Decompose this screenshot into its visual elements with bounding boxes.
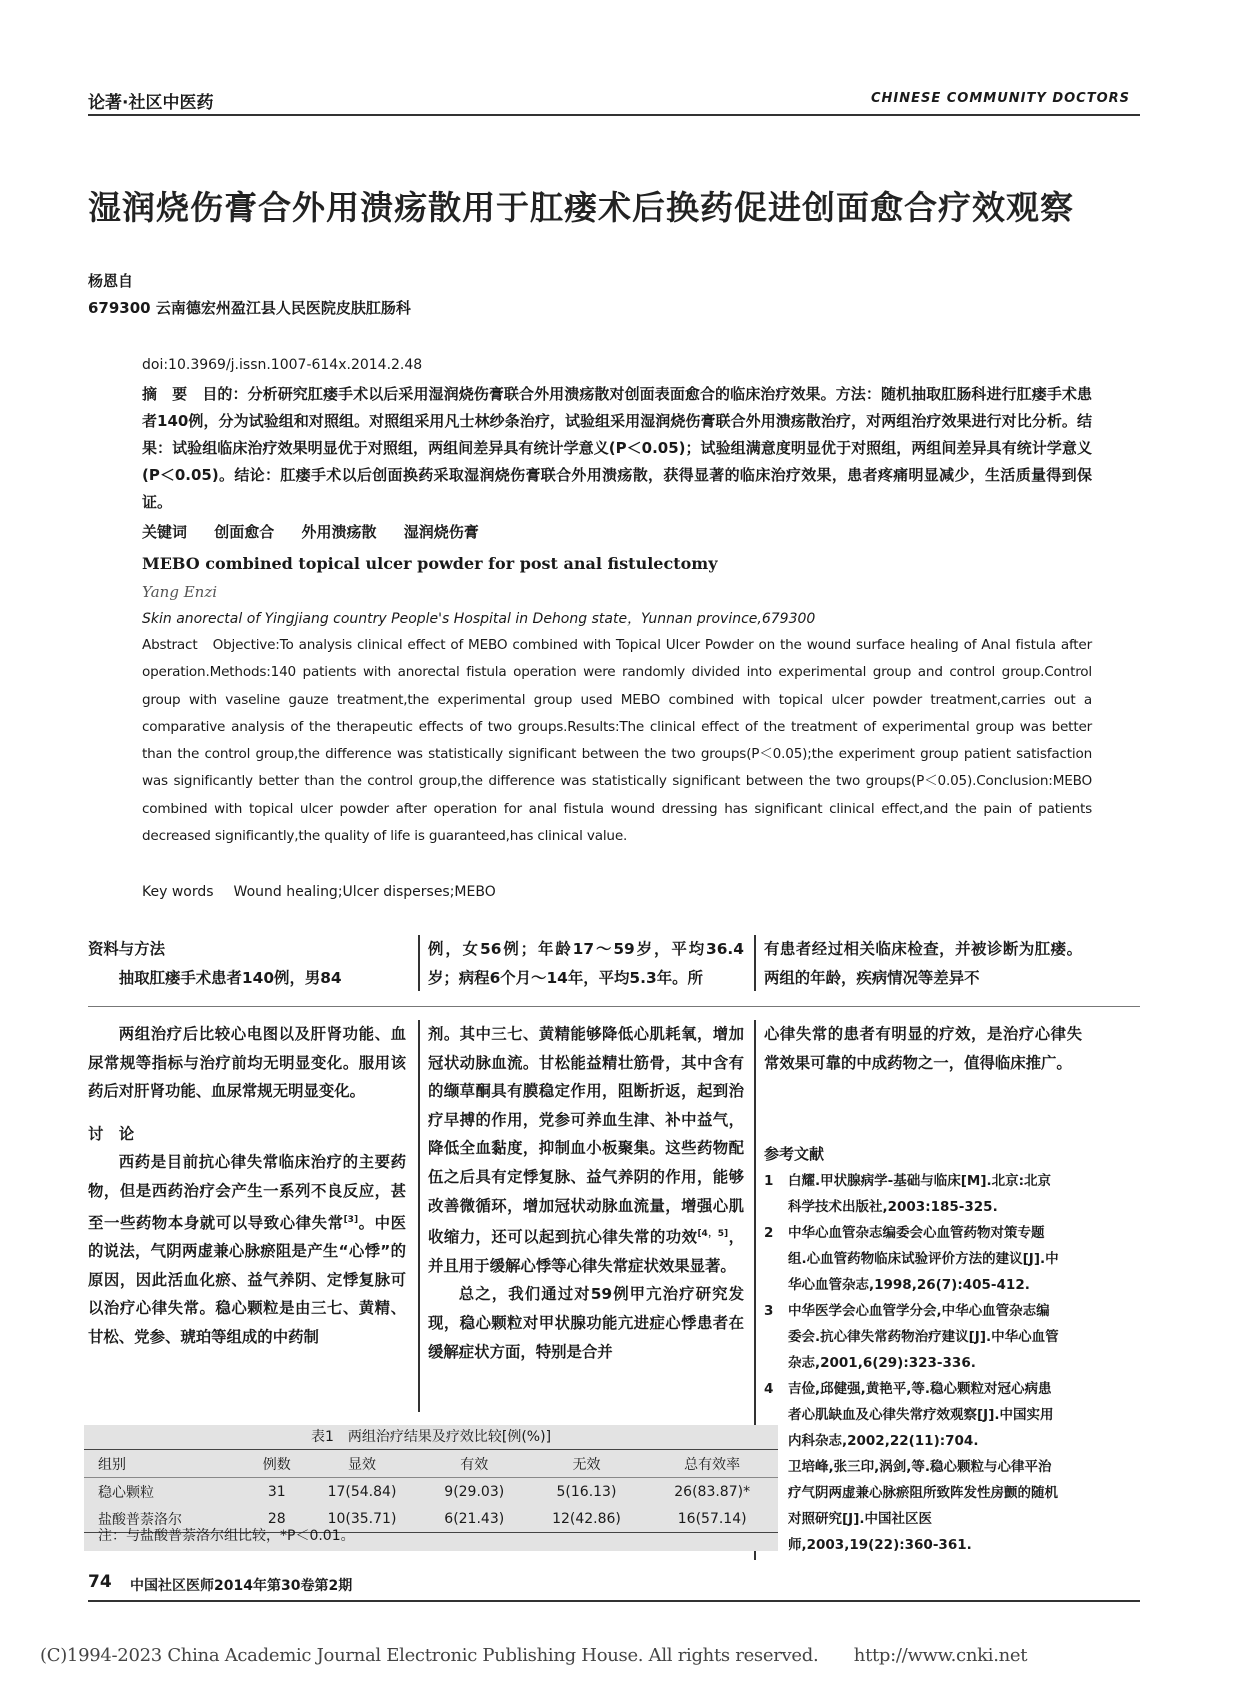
- column-divider: [418, 1020, 420, 1412]
- header-divider: [88, 114, 1140, 116]
- section-label: 论著·社区中医药: [88, 93, 214, 113]
- table-cell: 31: [267, 1483, 286, 1500]
- table-header-cell: 无效: [527, 1450, 647, 1478]
- table-cell: 9(29.03): [444, 1483, 505, 1500]
- article-title: 湿润烧伤膏合外用溃疡散用于肛瘘术后换药促进创面愈合疗效观察: [88, 188, 1074, 227]
- abstract-en: Abstract Objective:To analysis clinical effect of MEBO combined with Topical Ulcer Powder on the wound surface healing of Anal fistula after operation.Methods:140 patients with anorectal fistula operation were randomly divided into experimental group and control group.Control group with vaseline gauze treatment,the experimental group used MEBO combined with topical ulcer powder treatment,carries out a comparative analysis of the therapeutic effects of two groups.Results:The clinical effect of the treatment of experimental group was better than the control group,the difference was statistically significant between the two groups(P＜0.05);the experiment group patient satisfaction was significantly better than the control group,the difference was statistically significant between the two groups(P＜0.05).Conclusion:MEBO combined with topical ulcer powder after operation for anal fistula wound dressing has significant clinical effect,and the pain of patients decreased significantly,the quality of life is guaranteed,has clinical value.: [142, 637, 1092, 845]
- table-header-cell: 总有效率: [646, 1450, 778, 1478]
- table-header-row: [84, 1450, 778, 1478]
- top-column-2: [428, 935, 744, 992]
- table-header-cell: 显效: [302, 1450, 422, 1478]
- page-number: 74: [88, 1572, 112, 1592]
- section-heading-methods: 资料与方法: [88, 940, 165, 958]
- footer-journal: 中国社区医师2014年第30卷第2期: [130, 1578, 353, 1594]
- conclusion-paragraph-cont: 心律失常的患者有明显的疗效，是治疗心律失常效果可靠的中成药物之一，值得临床推广。: [764, 1025, 1082, 1072]
- table-cell: 5(16.13): [556, 1483, 617, 1500]
- copyright-notice: (C)1994-2023 China Academic Journal Electronic Publishing House. All rights reserved. http://www.cnki.net: [40, 1645, 1028, 1666]
- table-cell: 26(83.87)*: [674, 1483, 751, 1500]
- keywords-en-text: Wound healing;Ulcer disperses;MEBO: [233, 884, 496, 900]
- author: 杨恩自: [88, 272, 134, 290]
- footer-divider: [88, 1600, 1140, 1602]
- english-affiliation: Skin anorectal of Yingjiang country People's Hospital in Dehong state，Yunnan province,679300: [142, 611, 816, 627]
- methods-text-cont: 有患者经过相关临床检查，并被诊断为肛瘘。两组的年龄，疾病情况等差异不: [764, 940, 1082, 987]
- keyword: 外用溃疡散: [301, 523, 377, 541]
- keywords-cn: [142, 521, 479, 542]
- doi: doi:10.3969/j.issn.1007-614x.2014.2.48: [142, 357, 423, 373]
- body-column-1: [88, 1020, 406, 1352]
- column-divider: [754, 935, 756, 991]
- english-author: Yang Enzi: [142, 583, 218, 601]
- table-note: 注：与盐酸普萘洛尔组比较，*P＜0.01。: [98, 1528, 355, 1544]
- section-heading-discussion: 讨 论: [88, 1124, 135, 1143]
- abstract-cn: 摘 要 目的：分析研究肛瘘手术以后采用湿润烧伤膏联合外用溃疡散对创面表面愈合的临床治疗效果。方法：随机抽取肛肠科进行肛瘘手术患者140例，分为试验组和对照组。对照组采用凡士林纱条治疗，试验组采用湿润烧伤膏联合外用溃疡散治疗，对两组治疗效果进行对比分析。结果：试验组临床治疗效果明显优于对照组，两组间差异具有统计学意义(P＜0.05)；试验组满意度明显优于对照组，两组间差异具有统计学意义(P＜0.05)。结论：肛瘘手术以后创面换药采取湿润烧伤膏联合外用溃疡散，获得显著的临床治疗效果，患者疼痛明显减少，生活质量得到保证。: [142, 385, 1092, 511]
- results-table: [84, 1425, 778, 1533]
- body-column-3: [764, 1020, 1082, 1077]
- table-cell: 12(42.86): [527, 1505, 647, 1533]
- journal-name-en: CHINESE COMMUNITY DOCTORS: [870, 91, 1130, 106]
- keywords-en-label: Key words: [142, 884, 214, 900]
- table-cell: 17(54.84): [327, 1483, 397, 1500]
- conclusion-paragraph: 总之，我们通过对59例甲亢治疗研究发现，稳心颗粒对甲状腺功能亢进症心悸患者在缓解症状方面，特别是合并: [428, 1285, 744, 1361]
- keywords-cn-label: 关键词: [142, 523, 188, 541]
- table-cell: 盐酸普萘洛尔: [84, 1505, 251, 1533]
- table-header-cell: 组别: [84, 1450, 251, 1478]
- table-cell: 6(21.43): [422, 1505, 527, 1533]
- column-divider: [418, 935, 420, 991]
- table-cell: 28: [251, 1505, 302, 1533]
- references-heading: 参考文献: [764, 1145, 825, 1163]
- table-header-cell: 例数: [251, 1450, 302, 1478]
- keywords-en: [142, 884, 496, 900]
- table-cell: 10(35.71): [302, 1505, 422, 1533]
- keyword: 创面愈合: [214, 523, 275, 541]
- keyword: 湿润烧伤膏: [403, 523, 479, 541]
- results-paragraph: 两组治疗后比较心电图以及肝肾功能、血尿常规等指标与治疗前均无明显变化。服用该药后对肝肾功能、血尿常规无明显变化。: [88, 1025, 406, 1101]
- english-title: MEBO combined topical ulcer powder for post anal fistulectomy: [142, 554, 718, 573]
- page-jump-divider: [88, 1006, 1140, 1007]
- top-column-1: [88, 935, 406, 992]
- affiliation: 679300 云南德宏州盈江县人民医院皮肤肛肠科: [88, 299, 411, 317]
- methods-text-cont: 例，女56例；年龄17～59岁，平均36.4岁；病程6个月～14年，平均5.3年。所: [428, 940, 744, 987]
- top-column-3: [764, 935, 1082, 992]
- methods-text: 抽取肛瘘手术患者140例，男84: [118, 968, 342, 987]
- table-cell: 16(57.14): [646, 1505, 778, 1533]
- body-column-2: [428, 1020, 744, 1366]
- discussion-paragraph: 西药是目前抗心律失常临床治疗的主要药物，但是西药治疗会产生一系列不良反应，甚至一些药物本身就可以导致心律失常[3]。中医的说法，气阴两虚兼心脉瘀阻是产生“心悸”的原因，因此活血化瘀、益气养阴、定悸复脉可以治疗心律失常。稳心颗粒是由三七、黄精、甘松、党参、琥珀等组成的中药制: [88, 1153, 406, 1347]
- table-cell: 稳心颗粒: [98, 1484, 154, 1501]
- table-row: [84, 1478, 778, 1506]
- table-caption: 表1 两组治疗结果及疗效比较[例(%)]: [310, 1429, 552, 1445]
- table-header-cell: 有效: [422, 1450, 527, 1478]
- discussion-paragraph-cont: 剂。其中三七、黄精能够降低心肌耗氧，增加冠状动脉血流。甘松能益精壮筋骨，其中含有的缬草酮具有膜稳定作用，阻断折返，起到治疗早搏的作用，党参可养血生津、补中益气，降低全血黏度，抑制血小板聚集。这些药物配伍之后具有定悸复脉、益气养阴的作用，能够改善微循环，增加冠状动脉血流量，增强心肌收缩力，还可以起到抗心律失常的功效[4，5]，并且用于缓解心悸等心律失常症状效果显著。: [428, 1025, 744, 1275]
